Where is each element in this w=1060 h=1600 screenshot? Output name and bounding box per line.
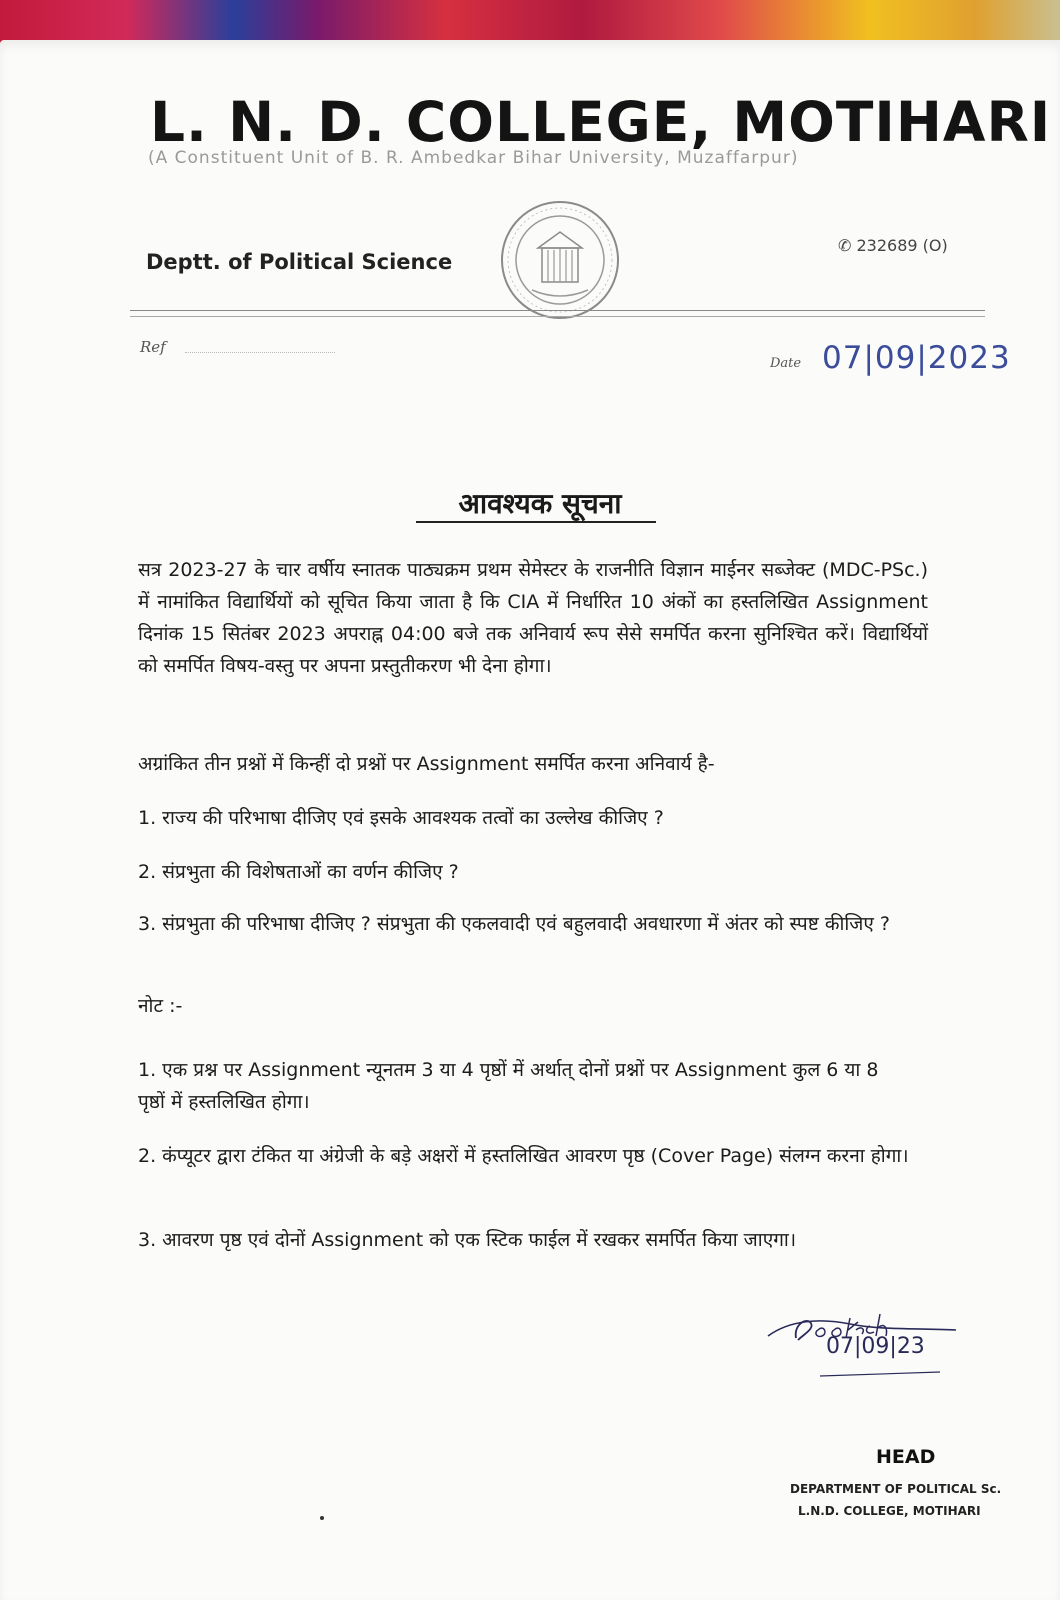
question-3: 3. संप्रभुता की परिभाषा दीजिए ? संप्रभुता की एकलवादी एवं बहुलवादी अवधारणा में अंतर को स्पष्ट कीजिए ? [138, 913, 891, 935]
head-college: L.N.D. COLLEGE, MOTIHARI [798, 1504, 981, 1518]
note-3: 3. आवरण पृष्ठ एवं दोनों Assignment को एक स्टिक फाईल में रखकर समर्पित किया जाएगा। [138, 1229, 797, 1251]
notice-instruction: अग्रांकित तीन प्रश्नों में किन्हीं दो प्रश्नों पर Assignment समर्पित करना अनिवार्य है- [138, 753, 715, 775]
head-title: HEAD [876, 1446, 936, 1468]
question-1: 1. राज्य की परिभाषा दीजिए एवं इसके आवश्यक तत्वों का उल्लेख कीजिए ? [138, 807, 664, 829]
college-affiliation: (A Constituent Unit of B. R. Ambedkar Bihar University, Muzaffarpur) [148, 148, 799, 168]
signature-date: 07|09|23 [826, 1334, 925, 1359]
ref-blank-line [185, 352, 335, 353]
college-name: L. N. D. COLLEGE, MOTIHARI [150, 90, 1052, 154]
college-seal-icon [498, 198, 622, 322]
letterhead-divider-thin [130, 316, 985, 317]
head-department: DEPARTMENT OF POLITICAL Sc. [790, 1482, 1002, 1496]
department-name: Deptt. of Political Science [146, 250, 453, 274]
note-heading: नोट :- [138, 995, 183, 1017]
phone-number: ✆ 232689 (O) [838, 236, 948, 255]
note-2: 2. कंप्यूटर द्वारा टंकित या अंग्रेजी के बड़े अक्षरों में हस्तलिखित आवरण पृष्ठ (Cover Page) संलग्न करना होगा। [138, 1145, 909, 1167]
question-2: 2. संप्रभुता की विशेषताओं का वर्णन कीजिए ? [138, 861, 459, 883]
letterhead-divider [130, 310, 985, 311]
note-1: 1. एक प्रश्न पर Assignment न्यूनतम 3 या 4 पृष्ठों में अर्थात् दोनों प्रश्नों पर Assignment कुल 6 या 8 पृष्ठों में हस्तलिखित होगा। [138, 1059, 879, 1113]
date-label: Date [770, 356, 802, 371]
notice-intro: सत्र 2023-27 के चार वर्षीय स्नातक पाठ्यक्रम प्रथम सेमेस्टर के राजनीति विज्ञान माईनर सब्जेक्ट (MDC-PSc.) में नामांकित विद्यार्थियों को सूचित किया जाता है कि CIA में निर्धारित 10 अंकों का हस्तलिखित Assignment दिनांक 15 सितंबर 2023 अपराह्न 04:00 बजे तक अनिवार्य रूप सेसे समर्पित करना सुनिश्चित करें। विद्यार्थियों को समर्पित विषय-वस्तु पर अपना प्रस्तुतीकरण भी देना होगा। [138, 559, 928, 677]
title-underline [416, 521, 656, 523]
handwritten-date: 07|09|2023 [822, 340, 1011, 376]
ref-label: Ref [140, 338, 166, 356]
ink-dot [320, 1516, 324, 1520]
notice-title: आवश्यक सूचना [458, 487, 622, 520]
